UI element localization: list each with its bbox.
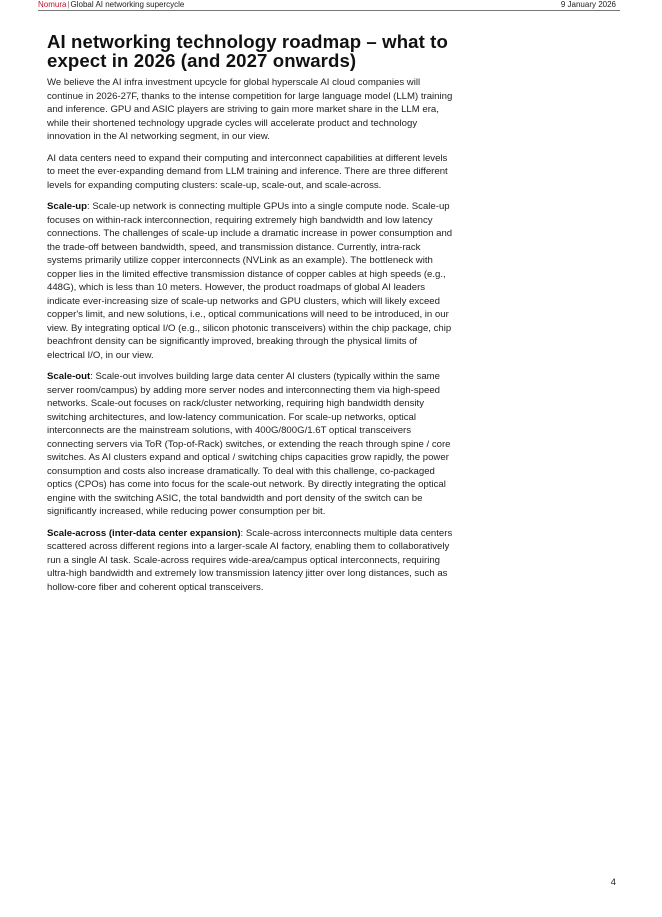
scale-up-text: : Scale-up network is connecting multiple GPUs into a single compute node. Scale-up focuses on within-rack interconnection, requiring extremely high bandwidth and low latency connections. The challenges of scale-up include a dramatic increase in power consumption and the trade-off between bandwidth, speed, and transmission distance. Currently, intra-rack systems primarily utilize copper interconnects (NVLink as an example). The bottleneck with copper lies in the limited effective transmission distance of copper cables at high speeds (e.g., 448G), which is less than 10 meters. However, the product roadmaps of global AI leaders indicate ever-increasing size of scale-up networks and GPU clusters, which will likely exceed copper's limit, and new solutions, i.e., optical communications will need to be introduced, in our view. By integrating optical I/O (e.g., silicon photonic transceivers) within the chip package, chip beachfront density can be significantly improved, breaking through the physical limits of electrical I/O, in our view.	[47, 201, 453, 361]
scale-out-paragraph	[47, 370, 457, 519]
report-title: Global AI networking supercycle	[70, 0, 185, 9]
scale-out-text: : Scale-out involves building large data center AI clusters (typically within the same server room/campus) by adding more server nodes and interconnecting them via high-speed networks. Scale-out focuses on rack/cluster networking, requiring high bandwidth density switching architectures, and low-latency communication. For scale-up networks, optical interconnects are the mainstream solutions, with 400G/800G/1.6T optical transceivers connecting servers via ToR (Top-of-Rack) switches, or extending the reach through spine / core switches. As AI clusters expand and optical / switching chips capacities grow rapidly, the power consumption and costs also increase dramatically. To deal with this challenge, co-packaged optics (CPOs) has come into focus for the scale-out network. By directly integrating the optical engine with the switching ASIC, the total bandwidth and port density of the switch can be significantly increased, while reducing power consumption per bit.	[47, 371, 451, 517]
header-separator: |	[67, 0, 70, 9]
scale-out-term: Scale-out	[47, 371, 91, 382]
scale-across-term: Scale-across (inter-data center expansion)	[47, 527, 241, 539]
page-number: 4	[610, 877, 616, 888]
section-title: AI networking technology roadmap – what to expect in 2026 (and 2027 onwards)	[47, 31, 448, 71]
main-content	[47, 32, 457, 602]
scale-across-paragraph	[47, 527, 457, 595]
scale-up-paragraph	[47, 200, 457, 362]
page-header	[38, 0, 620, 11]
scale-up-term: Scale-up	[47, 201, 87, 212]
brand-name: Nomura	[38, 0, 67, 9]
report-date: 9 January 2026	[560, 0, 616, 9]
intro-paragraph-2: AI data centers need to expand their computing and interconnect capabilities at different levels to meet the ever-expanding demand from LLM training and inference. There are three different levels for expanding computing clusters: scale-up, scale-out, and scale-across.	[47, 152, 448, 191]
scale-across-text: : Scale-across interconnects multiple data centers scattered across different regions into a larger-scale AI factory, enabling them to collaboratively run a single AI task. Scale-across requires wide-area/campus optical interconnects, requiring ultra-high bandwidth and extremely low transmission latency jitter over long distances, such as hollow-core fiber and coherent optical transceivers.	[47, 527, 453, 593]
intro-paragraph-1: We believe the AI infra investment upcycle for global hyperscale AI cloud companies will continue in 2026-27F, thanks to the intense competition for large language model (LLM) training and inference. GPU and ASIC players are striving to gain more market share in the LLM era, while their shortened technology upgrade cycles will accelerate product and technology innovation in the AI networking segment, in our view.	[47, 77, 453, 142]
